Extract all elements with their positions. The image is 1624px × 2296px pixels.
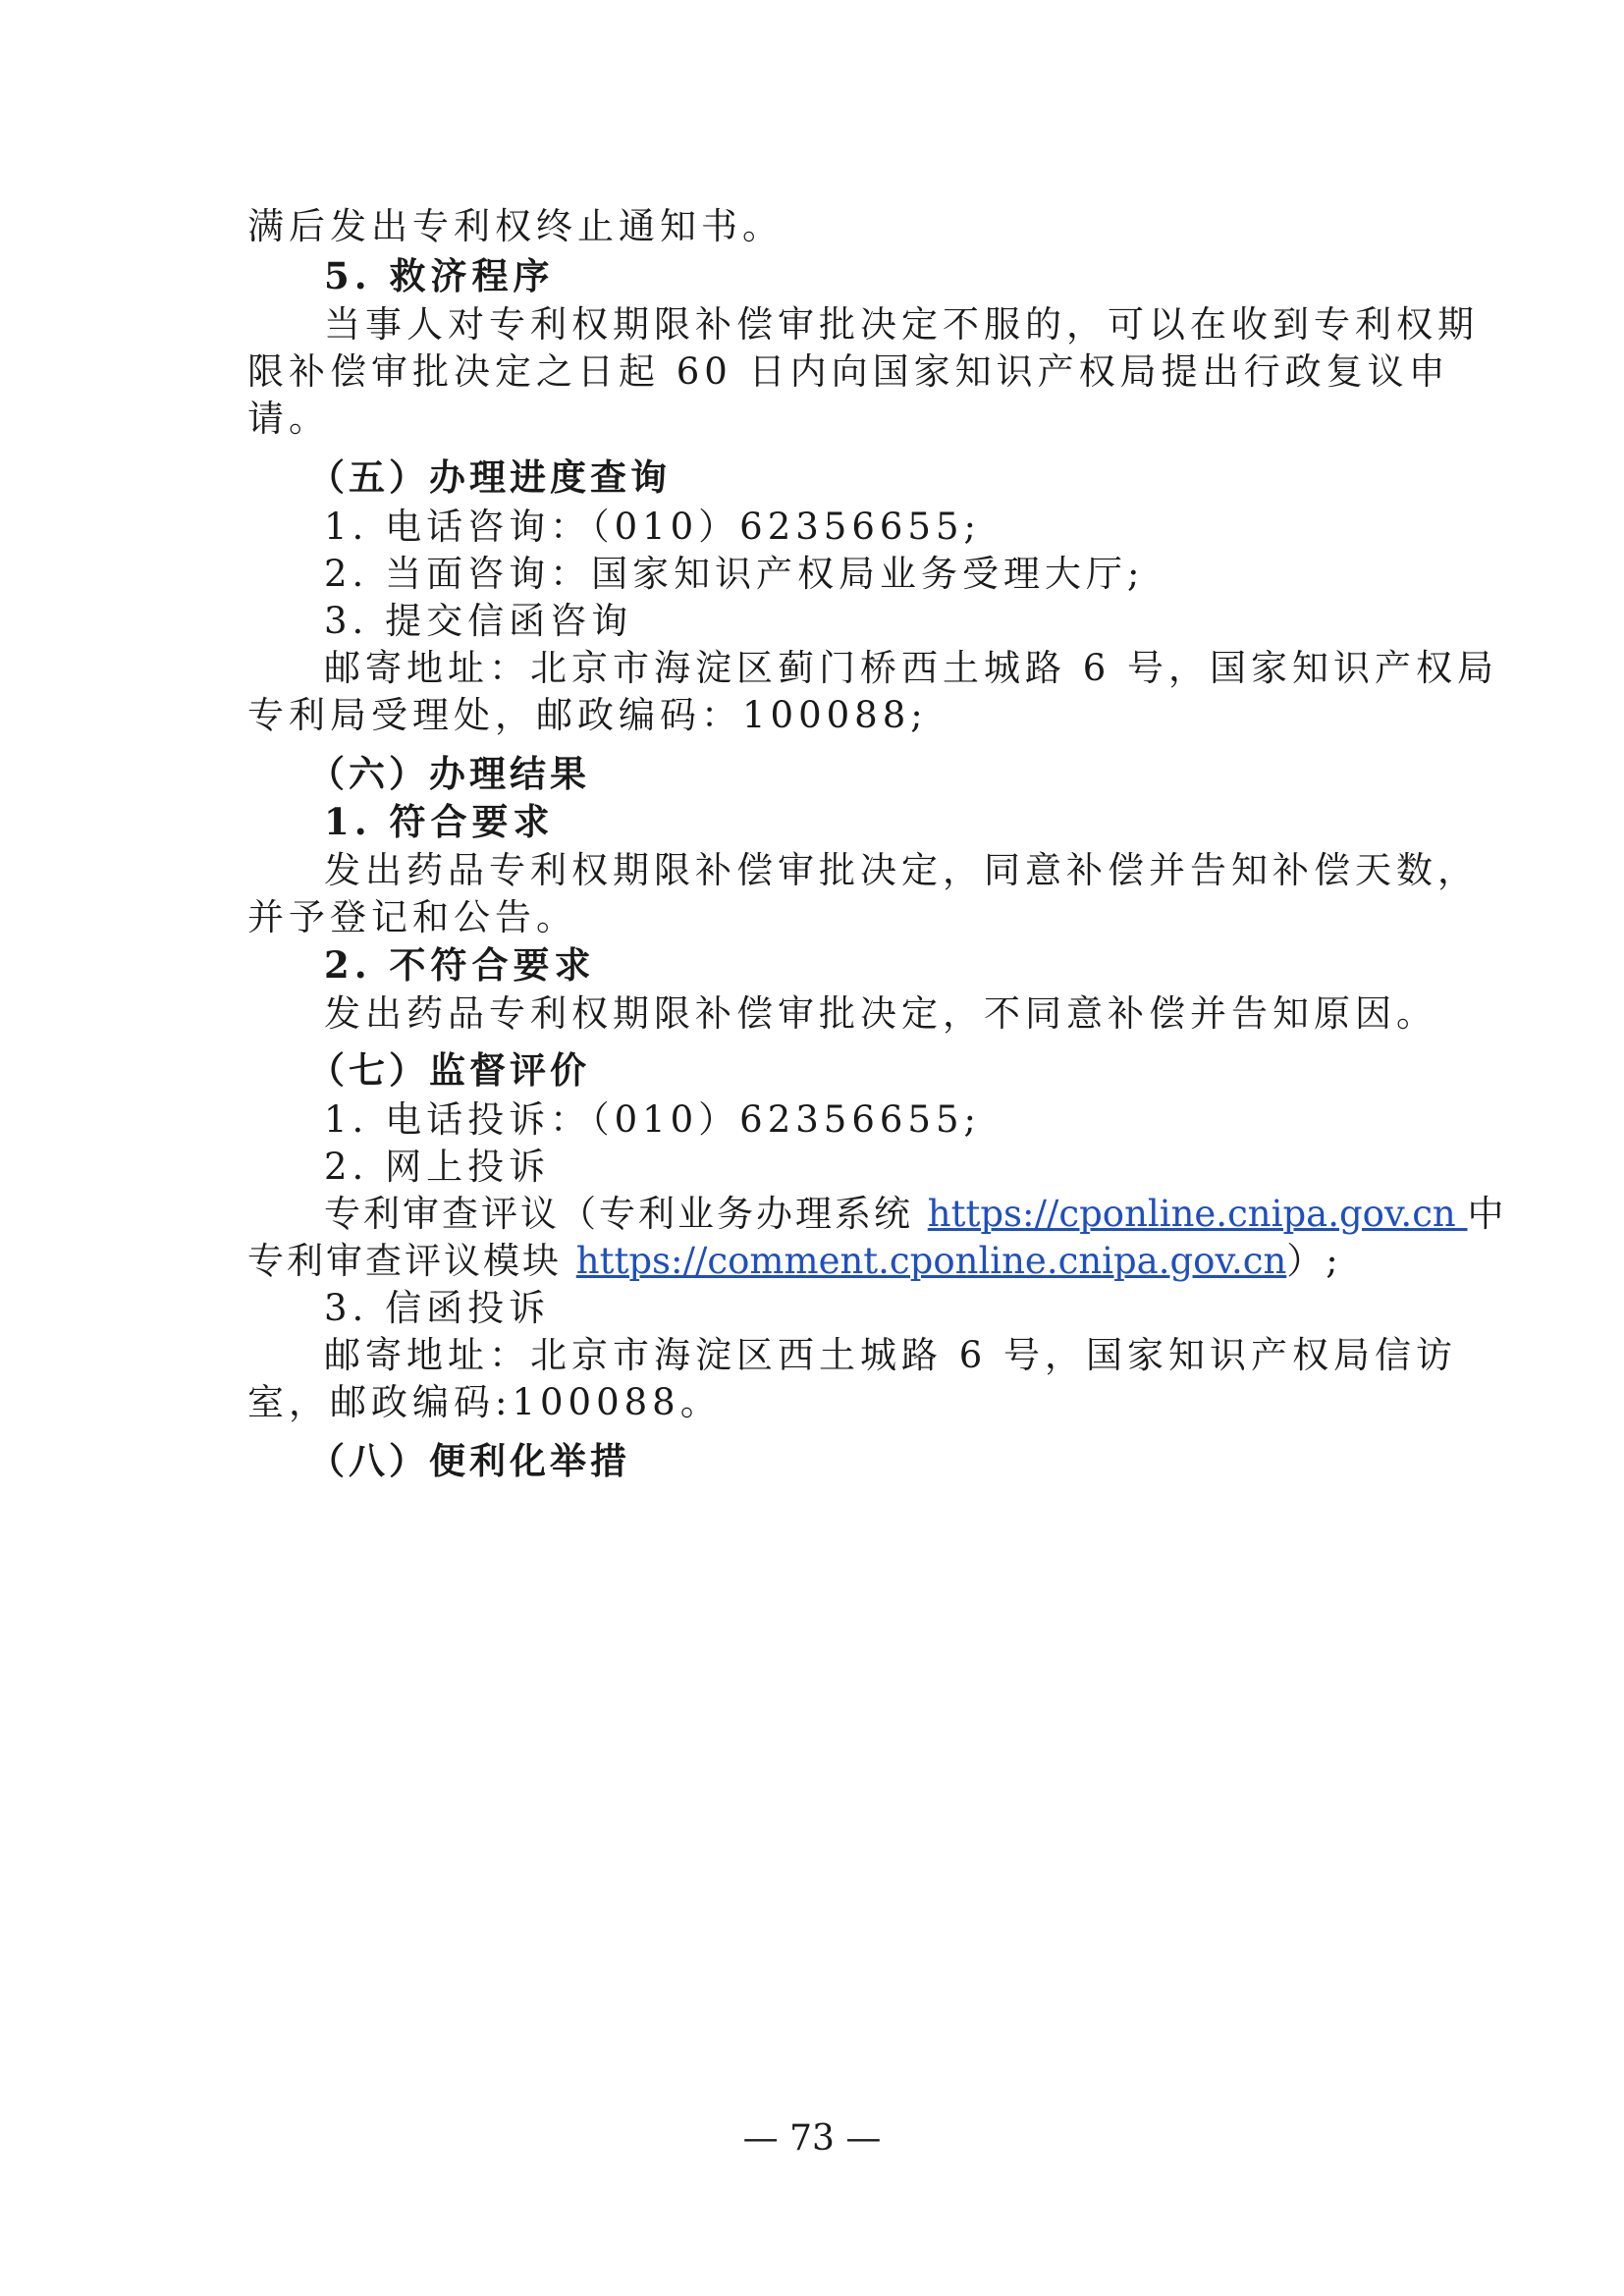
list-item: 3. 提交信函咨询: [324, 600, 633, 642]
section-heading: （八）便利化举措: [308, 1440, 630, 1482]
paragraph-line: 请。: [247, 398, 330, 440]
list-item: 1. 电话投诉：（010）62356655;: [324, 1098, 981, 1141]
paragraph-line: 专利局受理处，邮政编码：100088;: [247, 694, 928, 736]
page-number: — 73 —: [742, 2118, 882, 2159]
list-item: 2. 网上投诉: [324, 1146, 551, 1188]
paragraph-line: 室，邮政编码:100088。: [247, 1381, 722, 1423]
list-item: 3. 信函投诉: [324, 1287, 551, 1329]
text-segment: ）;: [1286, 1240, 1341, 1282]
text-segment: 专利审查评议模块: [247, 1240, 576, 1282]
paragraph-line: 邮寄地址：北京市海淀区西土城路 6 号，国家知识产权局信访: [324, 1334, 1458, 1376]
paragraph-line: [324, 1189, 1507, 1240]
paragraph-line: 发出药品专利权期限补偿审批决定，不同意补偿并告知原因。: [324, 992, 1437, 1035]
cponline-link[interactable]: https://cponline.cnipa.gov.cn: [927, 1193, 1468, 1235]
text-segment: 专利审查评议（专利业务办理系统: [324, 1193, 928, 1235]
section-heading: 1. 符合要求: [324, 800, 555, 843]
paragraph-line: [247, 1236, 1386, 1287]
section-heading: 5. 救济程序: [324, 254, 555, 297]
paragraph-line: 并予登记和公告。: [247, 896, 577, 938]
section-heading: （五）办理进度查询: [308, 456, 671, 499]
section-heading: （六）办理结果: [308, 753, 590, 795]
paragraph-line: 发出药品专利权期限补偿审批决定，同意补偿并告知补偿天数，: [324, 849, 1479, 891]
comment-link[interactable]: https://comment.cponline.cnipa.gov.cn: [575, 1240, 1287, 1282]
paragraph-line: 满后发出专利权终止通知书。: [247, 205, 784, 247]
text-segment: 中: [1467, 1193, 1507, 1235]
list-item: 2. 当面咨询：国家知识产权局业务受理大厅;: [324, 553, 1145, 595]
list-item: 1. 电话咨询：（010）62356655;: [324, 506, 981, 548]
section-heading: （七）监督评价: [308, 1049, 590, 1092]
paragraph-line: 当事人对专利权期限补偿审批决定不服的，可以在收到专利权期: [324, 303, 1479, 346]
paragraph-line: 邮寄地址：北京市海淀区蓟门桥西土城路 6 号，国家知识产权局: [324, 647, 1499, 689]
paragraph-line: 限补偿审批决定之日起 60 日内向国家知识产权局提出行政复议申: [247, 350, 1450, 393]
section-heading: 2. 不符合要求: [324, 943, 596, 987]
